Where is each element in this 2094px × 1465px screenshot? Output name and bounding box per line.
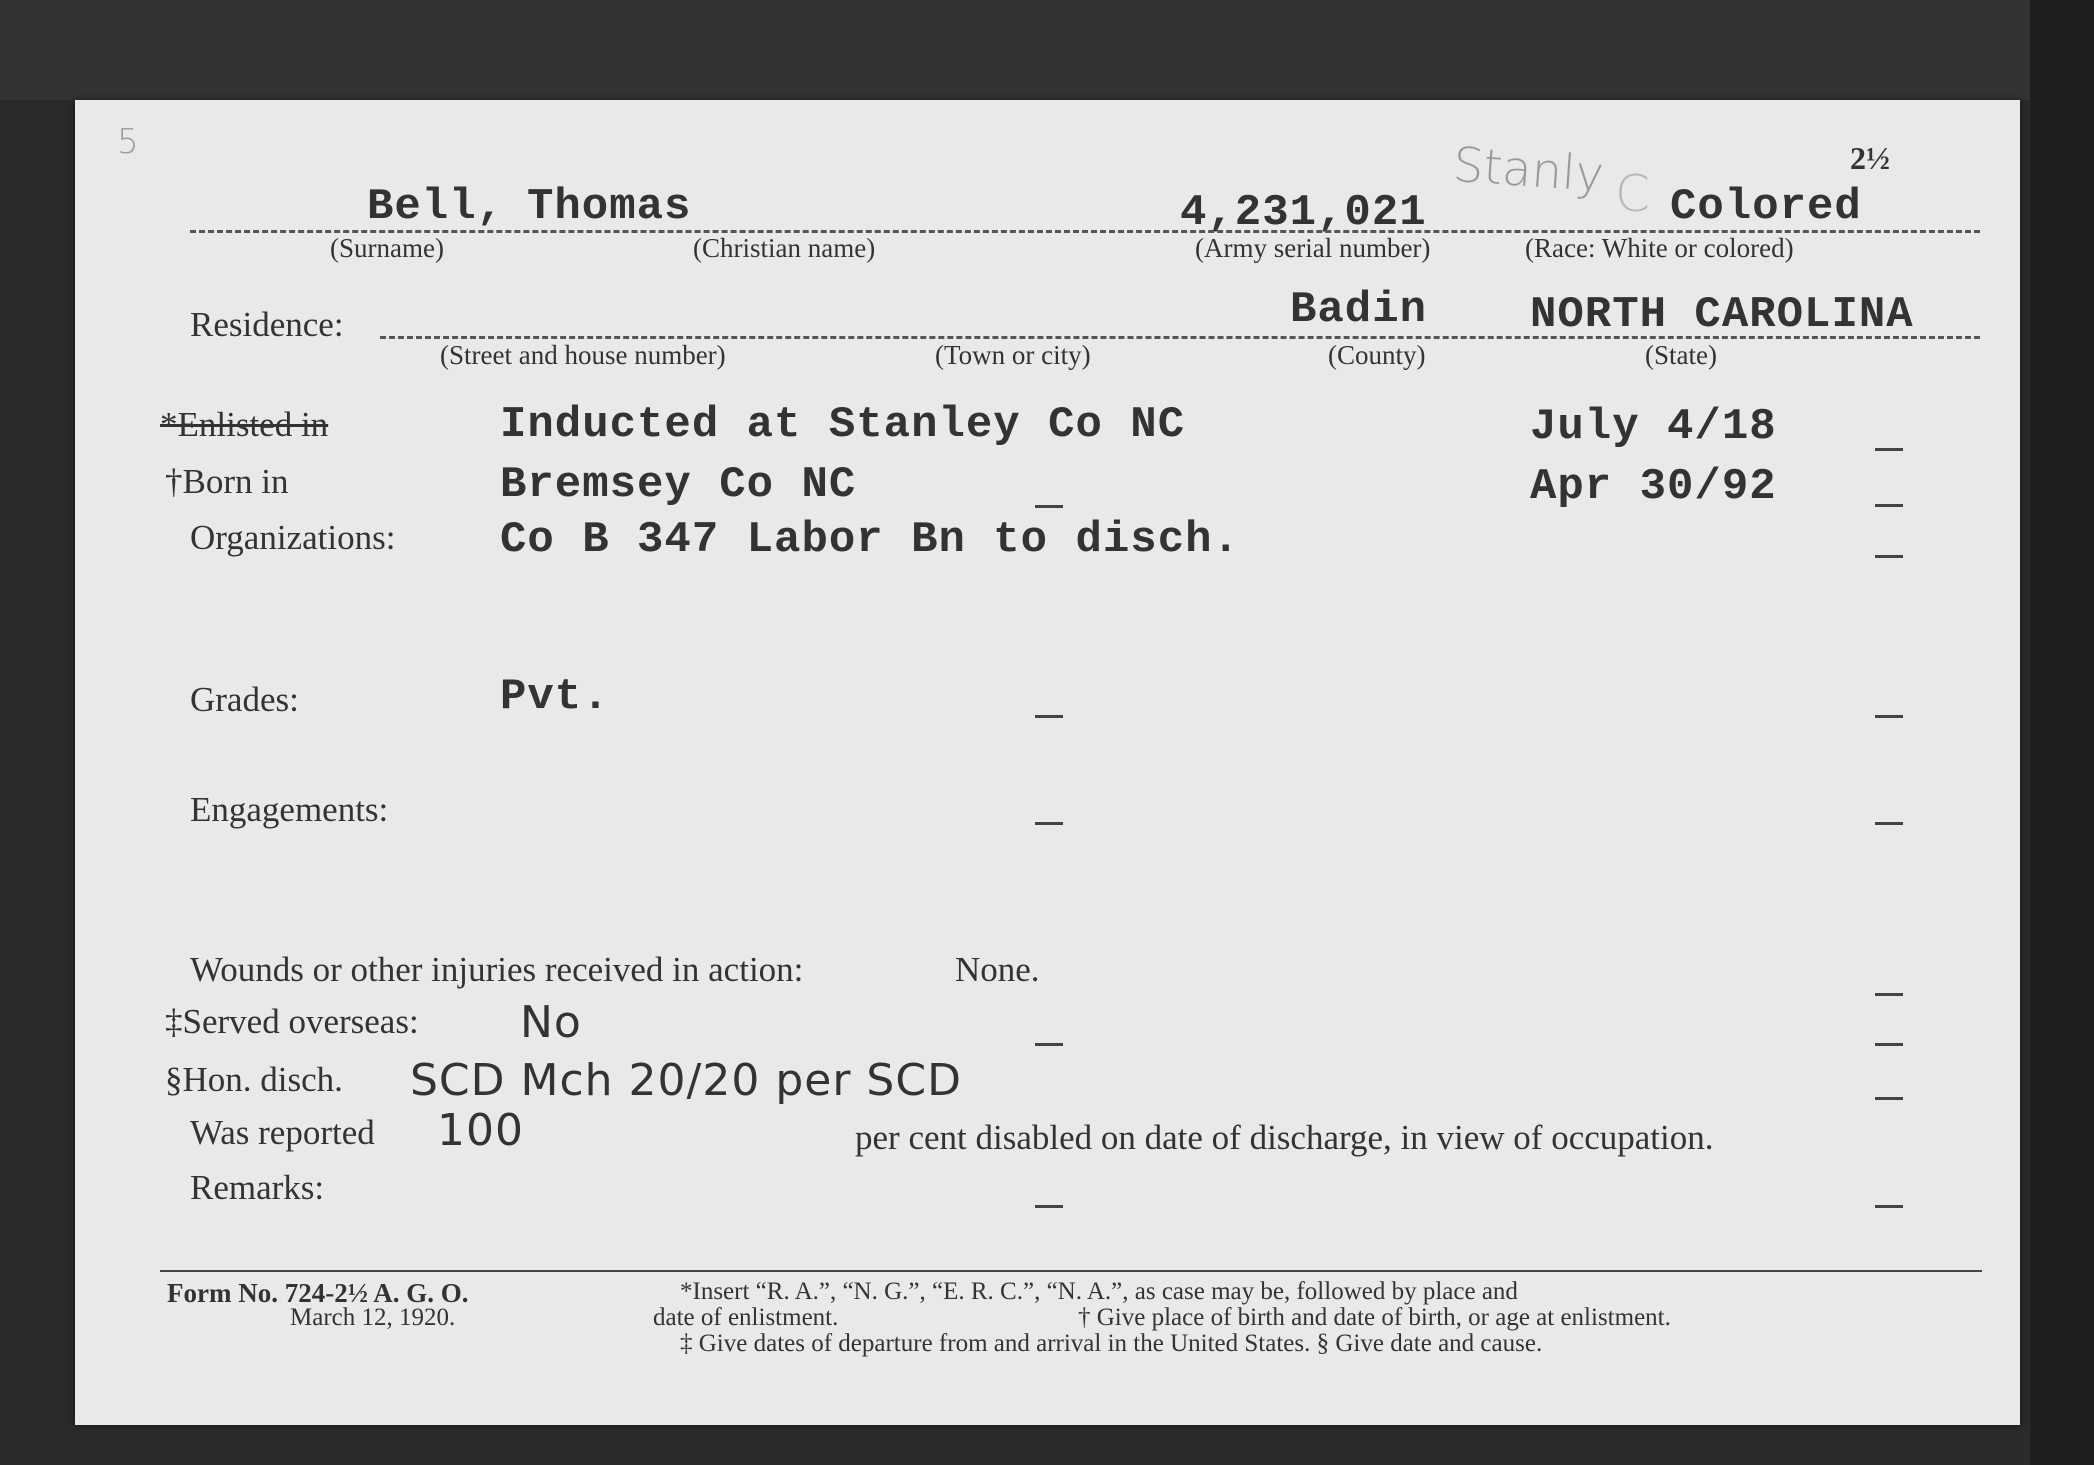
tick-engagements	[1875, 822, 1903, 825]
tick-organizations	[1875, 555, 1903, 558]
town-caption: (Town or city)	[935, 340, 1091, 370]
grades-label: Grades:	[190, 680, 299, 719]
wounds-label: Wounds or other injuries received in action:	[190, 950, 804, 989]
corner-mark: 5	[117, 122, 139, 162]
tick-remarks	[1875, 1205, 1903, 1208]
scan-background-right	[2030, 0, 2094, 1465]
christian-name-value: Thomas	[527, 182, 692, 232]
footnote-insert: *Insert “R. A.”, “N. G.”, “E. R. C.”, “N. A.”, as case may be, followed by place and	[680, 1278, 1518, 1305]
tick-grades	[1875, 715, 1903, 718]
tick-born-mid	[1035, 505, 1063, 508]
wounds-value: None.	[955, 950, 1040, 989]
hon-disch-label: §Hon. disch.	[165, 1060, 343, 1099]
tick-remarks-mid	[1035, 1205, 1063, 1208]
remarks-label: Remarks:	[190, 1168, 325, 1207]
serial-number-value: 4,231,021	[1180, 188, 1427, 238]
scan-background-top	[0, 0, 2094, 100]
form-number: Form No. 724-2½ A. G. O.	[167, 1278, 469, 1308]
surname-value: Bell,	[367, 182, 505, 232]
born-date: Apr 30/92	[1530, 462, 1777, 512]
enlisted-value: Inducted at Stanley Co NC	[500, 400, 1186, 450]
organizations-value: Co B 347 Labor Bn to disch.	[500, 515, 1240, 565]
organizations-label: Organizations:	[190, 518, 396, 557]
engagements-label: Engagements:	[190, 790, 389, 829]
serial-caption: (Army serial number)	[1195, 233, 1431, 263]
tick-overseas	[1875, 1043, 1903, 1046]
footer-rule	[160, 1270, 1982, 1272]
county-caption: (County)	[1328, 340, 1426, 370]
index-card	[75, 100, 2020, 1425]
enlisted-date: July 4/18	[1530, 402, 1777, 452]
tick-engagements-mid	[1035, 822, 1063, 825]
reported-value: 100	[437, 1105, 524, 1156]
served-overseas-label: ‡Served overseas:	[165, 1002, 419, 1041]
tick-born	[1875, 504, 1903, 507]
tick-hon-disch	[1875, 1097, 1903, 1100]
footnote-birth: † Give place of birth and date of birth, or age at enlistment.	[1078, 1304, 1671, 1331]
handwritten-mark: C	[1615, 165, 1650, 223]
residence-state-value: NORTH CAROLINA	[1530, 290, 1914, 340]
tick-wounds	[1875, 993, 1903, 996]
street-caption: (Street and house number)	[440, 340, 726, 370]
form-fraction: 2½	[1850, 140, 1890, 176]
residence-county-value: Badin	[1290, 285, 1428, 335]
tick-overseas-mid	[1035, 1043, 1063, 1046]
handwritten-county: Stanly	[1451, 136, 1606, 204]
christian-name-caption: (Christian name)	[693, 233, 876, 263]
surname-caption: (Surname)	[330, 233, 444, 263]
hon-disch-value: SCD Mch 20/20 per SCD	[410, 1055, 962, 1106]
race-value: Colored	[1670, 182, 1862, 232]
born-value: Bremsey Co NC	[500, 460, 857, 510]
race-caption: (Race: White or colored)	[1525, 233, 1794, 263]
footnote-date-of-enlistment: date of enlistment.	[653, 1304, 839, 1331]
enlisted-label: *Enlisted in	[160, 405, 329, 444]
grades-value: Pvt.	[500, 672, 610, 722]
residence-label: Residence:	[190, 305, 344, 344]
reported-label: Was reported	[190, 1113, 375, 1152]
born-label: †Born in	[165, 462, 289, 501]
footnote-overseas-discharge: ‡ Give dates of departure from and arrival in the United States. § Give date and cause.	[680, 1330, 1543, 1357]
tick-enlisted	[1875, 448, 1903, 451]
residence-line	[380, 336, 1980, 339]
state-caption: (State)	[1645, 340, 1717, 370]
tick-grades-mid	[1035, 715, 1063, 718]
served-overseas-value: No	[520, 997, 582, 1048]
form-date: March 12, 1920.	[290, 1304, 456, 1331]
reported-suffix: per cent disabled on date of discharge, in view of occupation.	[855, 1118, 1714, 1157]
